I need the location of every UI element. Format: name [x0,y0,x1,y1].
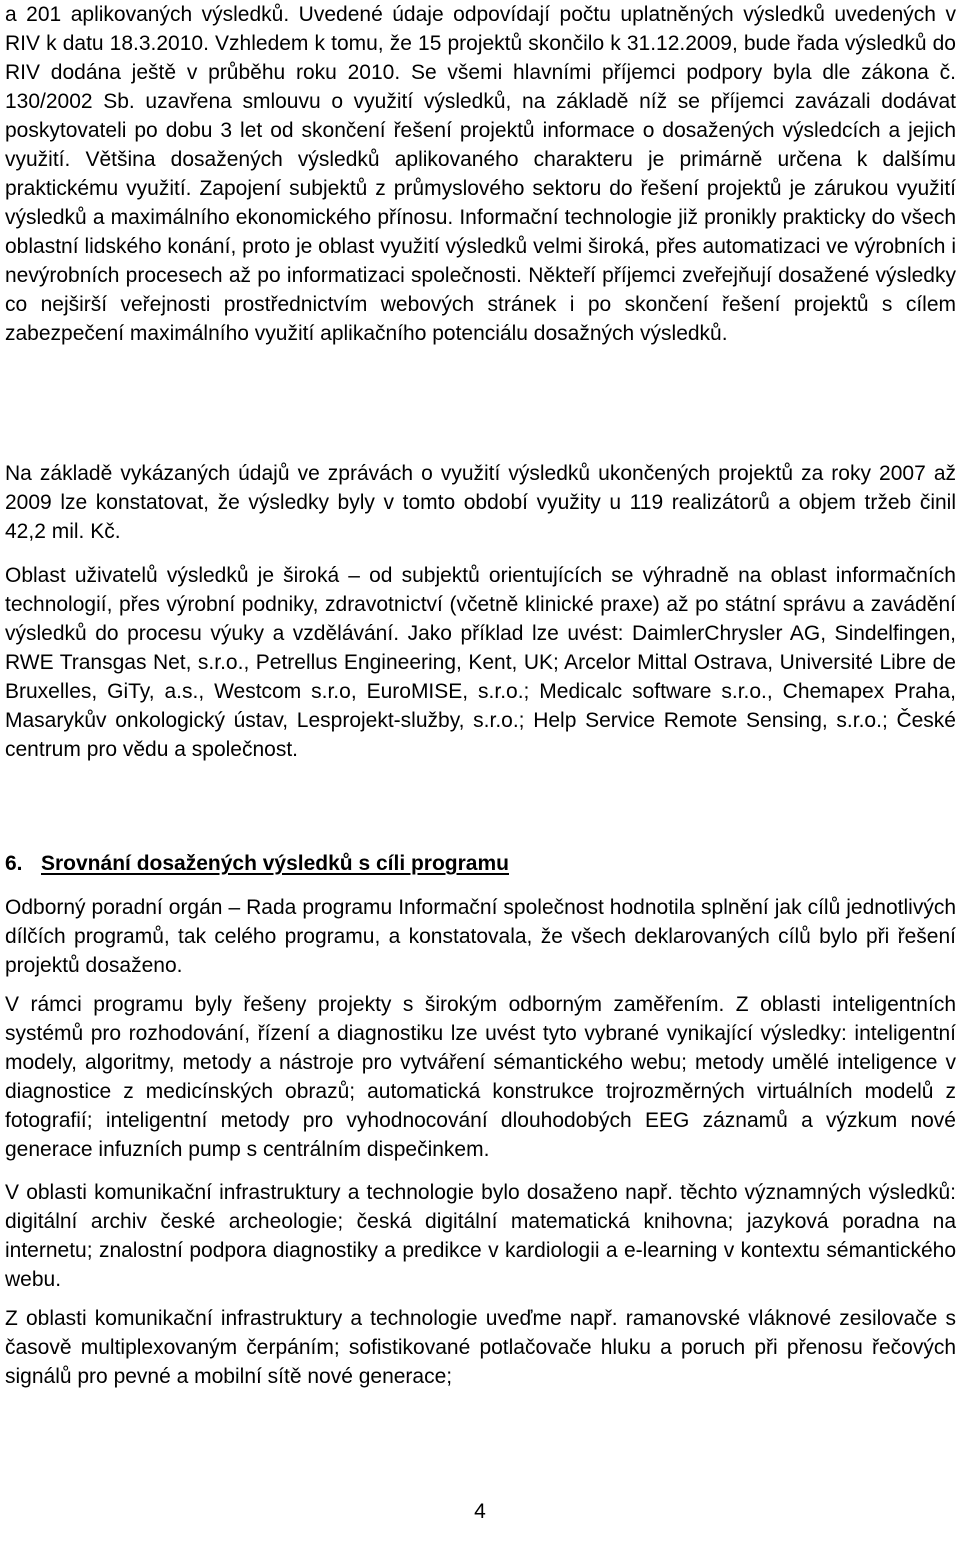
paragraph-users: Oblast uživatelů výsledků je široká – od subjektů orientujících se výhradně na oblast informačních technologií, přes výrobní podniky, zdravotnictví (včetně klinické praxe) až po státní správu a zavádění výsledků do procesu výuky a vzdělávání. Jako příklad lze uvést: DaimlerChrysler AG, Sindelfingen, RWE Transgas Net, s.r.o., Petrellus Engineering, Kent, UK; Arcelor Mittal Ostrava, Université Libre de Bruxelles, GiTy, a.s., Westcom s.r.o, EuroMISE, s.r.o.; Medicalc software s.r.o., Chemapex Praha, Masarykův onkologický ústav, Lesprojekt-služby, s.r.o.; Help Service Remote Sensing, s.r.o.; České centrum pro vědu a společnost. [5,564,956,761]
paragraph-communication-infrastructure: V oblasti komunikační infrastruktury a technologie bylo dosaženo např. těchto významných výsledků: digitální archiv české archeologie; česká digitální matematická knihovna; jazyková poradna na internetu; znalostní podpora diagnostiky a predikce v kardiologii a e-learning v kontextu sémantického webu. [5,1181,956,1291]
paragraph-communication-examples: Z oblasti komunikační infrastruktury a technologie uveďme např. ramanovské vláknové zesilovače s časově multiplexovaným čerpáním; sofistikované potlačovače hluku a poruch při přenosu řečových signálů pro pevné a mobilní sítě nové generace; [5,1307,956,1388]
paragraph-results-usage: Na základě vykázaných údajů ve zprávách o využití výsledků ukončených projektů za roky 2007 až 2009 lze konstatovat, že výsledky byly v tomto období využity u 119 realizátorů a objem tržeb činil 42,2 mil. Kč. [5,462,956,543]
paragraph-council: Odborný poradní orgán – Rada programu Informační společnost hodnotila splnění jak cílů jednotlivých dílčích programů, tak celého programu, a konstatovala, že všech deklarovaných cílů bylo při řešení projektů dosaženo. [5,896,956,977]
paragraph-intelligent-systems: V rámci programu byly řešeny projekty s širokým odborným zaměřením. Z oblasti inteligentních systémů pro rozhodování, řízení a diagnostiku lze uvést tyto vybrané vynikající výsledky: inteligentní modely, algoritmy, metody a nástroje pro vytváření sémantického webu; metody umělé inteligence v diagnostice z medicínských obrazů; automatická konstrukce trojrozměrných virtuálních modelů z fotografií; inteligentní metody pro vyhodnocování dlouhodobých EEG záznamů a výzkum nové generace infuzních pump s centrálním dispečinkem. [5,993,956,1161]
section-heading [5,849,956,878]
page-number: 4 [474,1500,486,1523]
section-title: Srovnání dosažených výsledků s cíli programu [41,852,509,875]
paragraph-results-overview: a 201 aplikovaných výsledků. Uvedené údaje odpovídají počtu uplatněných výsledků uvedených v RIV k datu 18.3.2010. Vzhledem k tomu, že 15 projektů skončilo k 31.12.2009, bude řada výsledků do RIV dodána ještě v průběhu roku 2010. Se všemi hlavními příjemci podpory byla dle zákona č. 130/2002 Sb. uzavřena smlouvu o využití výsledků, na základě níž se příjemci zavázali dodávat poskytovateli po dobu 3 let od skončení řešení projektů informace o dosažených výsledcích a jejich využití. Většina dosažených výsledků aplikovaného charakteru je primárně určena k dalšímu praktickému využití. Zapojení subjektů z průmyslového sektoru do řešení projektů je zárukou využití výsledků a maximálního ekonomického přínosu. Informační technologie již pronikly prakticky do všech oblastní lidského konání, proto je oblast využití výsledků velmi široká, přes automatizaci ve výrobních i nevýrobních procesech až po informatizaci společnosti. Někteří příjemci zveřejňují dosažené výsledky co nejširší veřejnosti prostřednictvím webových stránek i po skončení řešení projektů s cílem zabezpečení maximálního využití aplikačního potenciálu dosažných výsledků. [5,3,956,345]
section-number: 6. [5,852,23,875]
